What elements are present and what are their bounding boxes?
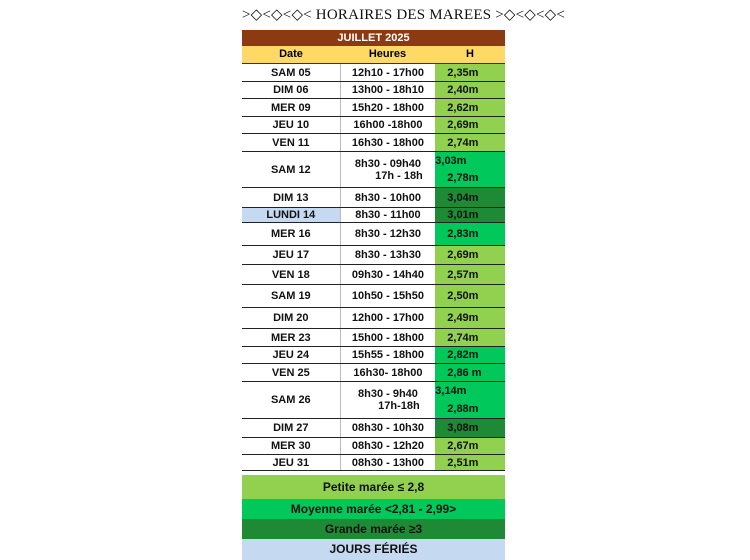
table-row [242,419,505,438]
heures-slot: 08h30 - 12h20 [351,440,425,452]
header-h: H [466,48,474,60]
row-date: DIM 13 [242,188,341,207]
row-height-value [435,208,505,222]
row-date: MER 30 [242,438,341,454]
heures-slot: 15h55 - 18h00 [351,349,425,361]
heures-slot: 13h00 - 18h10 [351,84,425,96]
heures-slot: 17h-18h [378,400,420,412]
heures-slot: 08h30 - 13h00 [351,456,425,469]
heures-slot: 16h30 - 18h00 [351,136,425,149]
heures-slot: 8h30 - 9h40 [357,388,418,400]
tide-height: 2,50m [447,290,479,302]
row-height-value [435,382,505,418]
tide-height: 2,74m [447,331,479,344]
row-date: VEN 18 [242,265,341,284]
table-row [242,134,505,152]
header-heures: Heures [368,48,407,60]
row-heures [341,208,436,222]
tide-height: 3,14m [435,385,467,397]
page-title: >◇<◇<◇< HORAIRES DES MAREES >◇<◇<◇< [242,7,566,23]
row-date: MER 16 [242,223,341,245]
row-height-value [435,82,505,98]
table-row [242,223,505,246]
row-heures [341,329,436,346]
row-height-value [435,329,505,346]
row-heures [341,347,436,363]
row-height-value [435,152,505,187]
table-header [242,46,505,64]
tide-height: 2,74m [447,136,479,149]
table-row [242,308,505,329]
row-date: JEU 17 [242,246,341,264]
row-heures [341,382,436,418]
tide-height: 3,04m [447,191,479,204]
row-heures [341,455,436,470]
table-row [242,99,505,117]
row-heures [341,285,436,307]
row-height-value [435,285,505,307]
table-row [242,285,505,308]
tide-table [242,0,566,471]
row-date: VEN 25 [242,364,341,381]
table-row [242,347,505,364]
table-row [242,265,505,285]
row-heures [341,64,436,81]
row-heures [341,134,436,151]
heures-slot: 08h30 - 10h30 [351,422,425,434]
row-date: DIM 20 [242,308,341,328]
row-date: SAM 26 [242,382,341,418]
table-row [242,364,505,382]
row-heures [341,152,436,187]
row-date: SAM 19 [242,285,341,307]
heures-slot: 15h00 - 18h00 [351,331,425,344]
row-date: DIM 06 [242,82,341,98]
row-heures [341,364,436,381]
tide-height: 3,08m [447,422,479,434]
row-date: LUNDI 14 [242,208,341,222]
row-date: SAM 12 [242,152,341,187]
heures-slot: 10h50 - 15h50 [351,290,425,302]
month-bar: JUILLET 2025 [242,30,505,46]
row-date: JEU 31 [242,455,341,470]
row-heures [341,438,436,454]
tide-height: 2,35m [447,66,479,79]
tide-height: 3,03m [435,154,467,167]
heures-slot: 8h30 - 11h00 [355,209,421,221]
table-row [242,246,505,265]
row-heures [341,82,436,98]
tide-height: 2,78m [447,172,479,185]
row-height-value [435,265,505,284]
tide-height: 2,67m [447,440,479,452]
row-height-value [435,308,505,328]
table-row [242,208,505,223]
row-height-value [435,455,505,470]
tide-height: 2,49m [447,312,479,324]
row-height-value [435,64,505,81]
tide-height: 2,69m [447,249,479,261]
row-height-value [435,188,505,207]
row-height-value [435,134,505,151]
tide-height: 2,82m [447,349,479,361]
tide-height: 2,69m [447,119,479,131]
row-heures [341,117,436,133]
row-height-value [435,223,505,245]
legend-petite: Petite marée ≤ 2,8 [242,475,505,499]
row-date: MER 23 [242,329,341,346]
row-height-value [435,419,505,437]
legend-feries: JOURS FÉRIÉS [242,539,505,560]
row-date: SAM 05 [242,64,341,81]
header-date: Date [279,48,303,60]
row-height-value [435,246,505,264]
heures-slot: 09h30 - 14h40 [351,268,425,281]
table-row [242,64,505,82]
heures-slot: 17h - 18h [375,169,423,182]
row-date: MER 09 [242,99,341,116]
heures-slot: 12h10 - 17h00 [351,66,425,79]
legend-moyenne: Moyenne marée <2,81 - 2,99> [242,499,505,519]
table-row [242,152,505,188]
heures-slot: 8h30 - 09h40 [354,157,421,170]
heures-slot: 15h20 - 18h00 [351,101,425,114]
tide-height: 2,62m [447,101,479,114]
row-heures [341,188,436,207]
row-date: JEU 10 [242,117,341,133]
table-row [242,438,505,455]
table-row [242,455,505,471]
row-heures [341,223,436,245]
row-date: JEU 24 [242,347,341,363]
heures-slot: 12h00 - 17h00 [351,312,425,324]
table-row [242,117,505,134]
heures-slot: 8h30 - 13h30 [354,249,421,261]
row-date: VEN 11 [242,134,341,151]
heures-slot: 8h30 - 12h30 [354,228,421,240]
heures-slot: 8h30 - 10h00 [354,191,421,204]
tide-height: 2,88m [447,403,479,415]
tide-height: 3,01m [447,209,479,221]
row-height-value [435,364,505,381]
row-date: DIM 27 [242,419,341,437]
tide-height: 2,40m [447,84,479,96]
tide-height: 2,57m [447,268,479,281]
row-heures [341,246,436,264]
tide-height: 2,51m [447,456,479,469]
row-height-value [435,99,505,116]
heures-slot: 16h30- 18h00 [353,366,423,379]
row-heures [341,308,436,328]
table-row [242,382,505,419]
row-heures [341,99,436,116]
table-row [242,329,505,347]
tide-height: 2,86 m [447,366,482,379]
row-height-value [435,438,505,454]
legend-grande: Grande marée ≥3 [242,519,505,539]
table-row [242,188,505,208]
table-body [242,64,505,471]
row-height-value [435,117,505,133]
row-heures [341,265,436,284]
row-heures [341,419,436,437]
row-height-value [435,347,505,363]
tide-height: 2,83m [447,228,479,240]
heures-slot: 16h00 -18h00 [353,119,423,131]
table-row [242,82,505,99]
